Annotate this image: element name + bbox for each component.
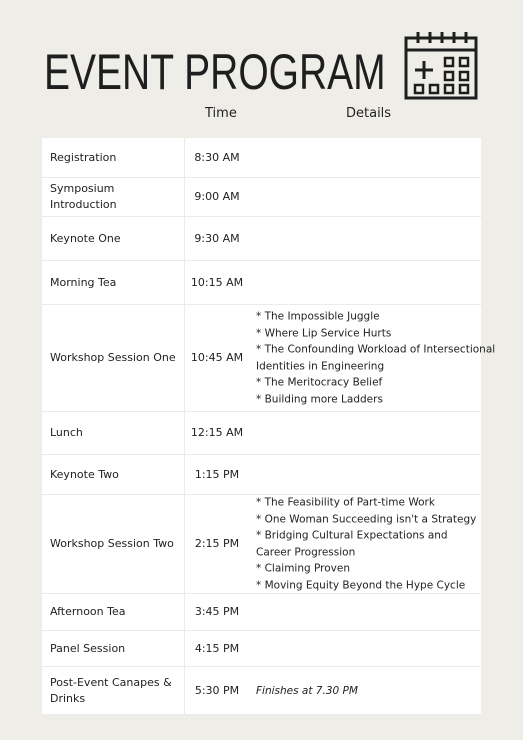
- details-column-header: Details: [346, 106, 392, 121]
- event-name: Keynote One: [50, 231, 121, 245]
- event-name: Workshop Session One: [50, 351, 176, 364]
- table-row: [42, 261, 481, 305]
- event-time: 1:15 PM: [194, 467, 240, 481]
- event-name: Workshop Session Two: [50, 537, 174, 550]
- event-time: 3:45 PM: [194, 605, 240, 618]
- table-row: [42, 495, 481, 594]
- event-time: 2:15 PM: [194, 537, 240, 550]
- time-column-header: Time: [205, 106, 237, 121]
- event-name: Symposium Introduction: [50, 182, 117, 211]
- event-name: Panel Session: [50, 641, 126, 655]
- calendar-icon: [404, 30, 478, 100]
- detail-line: * The Impossible Juggle: [256, 310, 380, 323]
- table-row: [42, 594, 481, 631]
- event-name: Post-Event Canapes & Drinks: [50, 675, 172, 705]
- event-time: 12:15 AM: [190, 426, 244, 439]
- table-row: [42, 667, 481, 715]
- event-name: Afternoon Tea: [50, 605, 126, 618]
- event-details: [256, 309, 496, 408]
- detail-line: * The Confounding Workload of Intersectional: [256, 343, 496, 356]
- event-time: 5:30 PM: [194, 683, 240, 697]
- table-row: [42, 138, 481, 178]
- detail-line: * One Woman Succeeding isn't a Strategy: [256, 513, 477, 525]
- table-row: [42, 305, 496, 412]
- detail-line: * Bridging Cultural Expectations and: [256, 529, 448, 542]
- event-time: 9:00 AM: [194, 190, 240, 203]
- event-details: [256, 682, 478, 699]
- table-row: [42, 412, 481, 455]
- detail-line: * Building more Ladders: [256, 393, 383, 405]
- event-time: 9:30 AM: [194, 231, 240, 245]
- detail-line: * Moving Equity Beyond the Hype Cycle: [256, 579, 466, 591]
- detail-line: Finishes at 7.30 PM: [256, 684, 358, 697]
- event-name: Morning Tea: [50, 275, 117, 289]
- detail-line: * Where Lip Service Hurts: [256, 327, 392, 339]
- detail-line: * The Feasibility of Part-time Work: [256, 496, 435, 509]
- detail-line: * Claiming Proven: [256, 562, 350, 575]
- event-time: 10:45 AM: [190, 351, 244, 364]
- table-row: [42, 178, 481, 217]
- table-row: [42, 631, 481, 667]
- table-row: [42, 455, 481, 495]
- detail-line: Career Progression: [256, 546, 356, 558]
- detail-line: * The Meritocracy Belief: [256, 376, 383, 389]
- event-time: 8:30 AM: [194, 150, 240, 164]
- event-time: 10:15 AM: [190, 275, 244, 289]
- event-time: 4:15 PM: [194, 641, 240, 655]
- page-title: EVENT PROGRAM: [44, 44, 386, 100]
- table-row: [42, 217, 481, 261]
- program-table: [42, 138, 496, 715]
- event-name: Registration: [50, 150, 117, 164]
- detail-line: Identities in Engineering: [256, 360, 385, 372]
- event-name: Lunch: [50, 426, 83, 439]
- event-details: [256, 495, 478, 594]
- event-name: Keynote Two: [50, 467, 119, 481]
